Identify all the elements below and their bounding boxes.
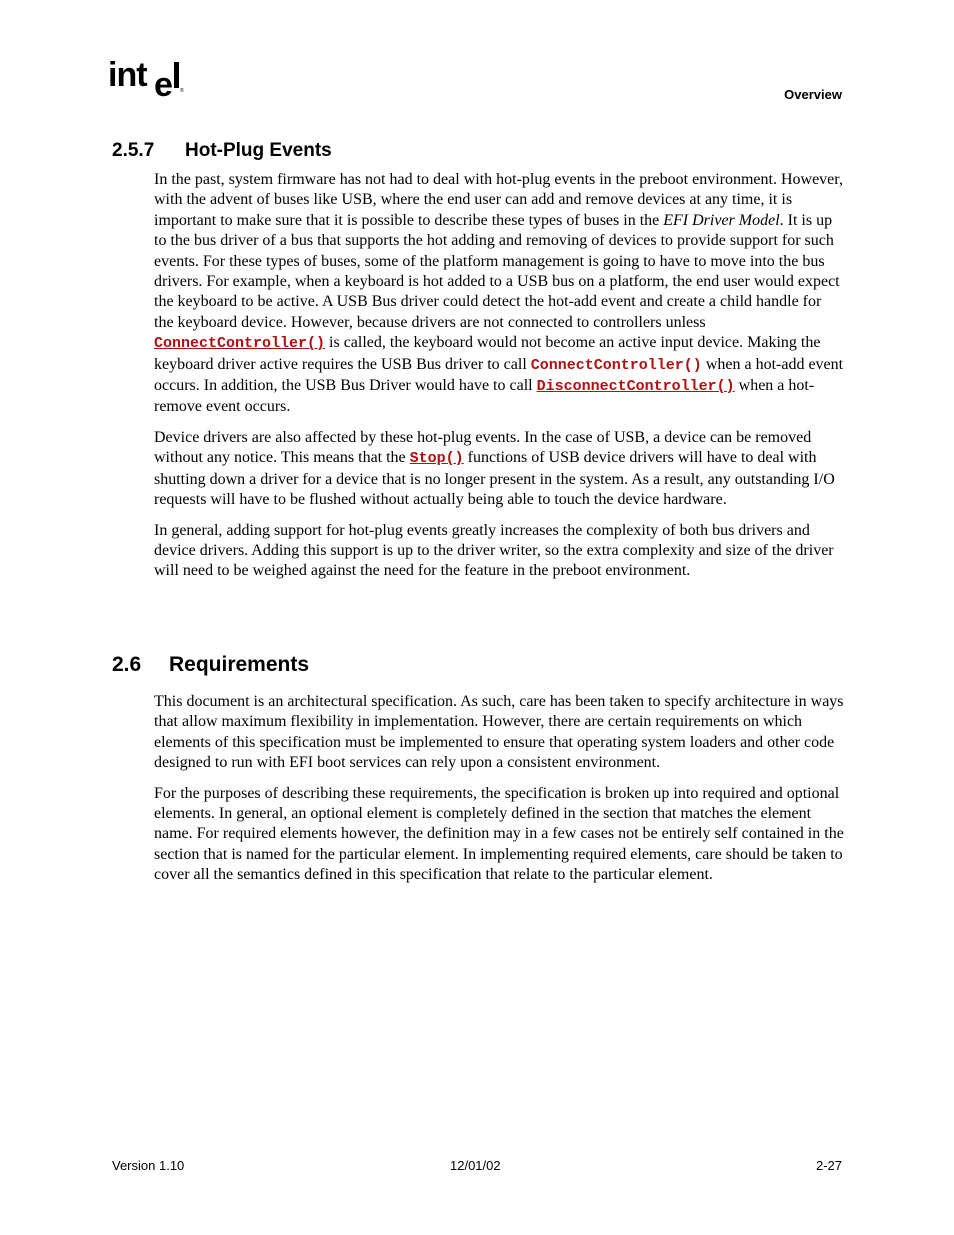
section-title: Hot-Plug Events: [185, 140, 332, 161]
header-section-name: Overview: [784, 87, 842, 102]
disconnectcontroller-link[interactable]: DisconnectController(): [536, 378, 735, 396]
section-2-5-7-body: [154, 170, 844, 582]
connectcontroller-link[interactable]: ConnectController(): [154, 335, 326, 353]
section-heading-2-6: [112, 653, 309, 677]
paragraph-text: is called, the keyboard would not become an active input device. Making the keyboard driver active requires the USB Bus driver to call: [154, 334, 821, 373]
intel-logo: [108, 56, 188, 102]
section-number: 2.6: [112, 653, 142, 676]
footer-version: Version 1.10: [112, 1158, 185, 1173]
paragraph-text: . It is up to the bus driver of a bus that supports the hot adding and removing of devices to provide support for such events. For these types of buses, some of the platform management is going to have to move into the bus drivers. For example, when a keyboard is hot added to a USB bus on a platform, the end user would expect the keyboard to be active. A USB Bus driver could detect the hot-add event and create a child handle for the keyboard device. However, because drivers are not connected to controllers unless: [154, 211, 840, 331]
paragraph: For the purposes of describing these requirements, the specification is broken up into required and optional elements. In general, an optional element is completely defined in the section that matches the element name. For required elements however, the definition may in a few cases not be entirely self contained in the section that is named for the particular element. In implementing required elements, care should be taken to cover all the semantics defined in this specification that relate to the particular element.: [154, 784, 844, 884]
svg-text:®: ®: [180, 88, 184, 94]
footer-date: 12/01/02: [450, 1158, 501, 1173]
section-number: 2.5.7: [112, 140, 155, 161]
paragraph: [154, 170, 844, 418]
connectcontroller-code: ConnectController(): [530, 356, 702, 374]
paragraph: [154, 428, 844, 511]
svg-text:e: e: [154, 66, 173, 102]
paragraph-text: functions of USB device drivers will have to deal with shutting down a driver for a device that is no longer present in the system. As a result, any outstanding I/O requests will have to be flushed without actually being able to touch the device hardware.: [154, 449, 835, 509]
paragraph-text: Device drivers are also affected by these hot-plug events. In the case of USB, a device can be removed without any notice. This means that the: [154, 428, 812, 467]
svg-text:int: int: [108, 56, 147, 94]
italic-term: EFI Driver Model: [663, 211, 780, 229]
section-2-6-body: [154, 692, 844, 886]
section-title: Requirements: [169, 653, 310, 676]
paragraph-text: when a hot-add event occurs. In addition, the USB Bus Driver would have to call: [154, 355, 844, 395]
stop-link[interactable]: Stop(): [409, 450, 464, 468]
paragraph-text: when a hot-remove event occurs.: [154, 377, 815, 416]
paragraph-text: In the past, system firmware has not had to deal with hot-plug events in the preboot environment. However, with the advent of buses like USB, where the end user can add and remove devices at any time, it is important to make sure that it is possible to describe these types of buses in the: [154, 171, 843, 229]
paragraph: This document is an architectural specification. As such, care has been taken to specify architecture in ways that allow maximum flexibility in implementation. However, there are certain requirements on which elements of this specification must be implemented to ensure that operating system loaders and other code designed to run with EFI boot services can rely upon a consistent environment.: [154, 693, 844, 772]
paragraph: In general, adding support for hot-plug events greatly increases the complexity of both bus drivers and device drivers. Adding this support is up to the driver writer, so the extra complexity and size of the driver will need to be weighed against the need for the feature in the preboot environment.: [154, 521, 834, 580]
section-heading-2-5-7: [112, 140, 332, 162]
footer-page-number: 2-27: [815, 1158, 842, 1173]
